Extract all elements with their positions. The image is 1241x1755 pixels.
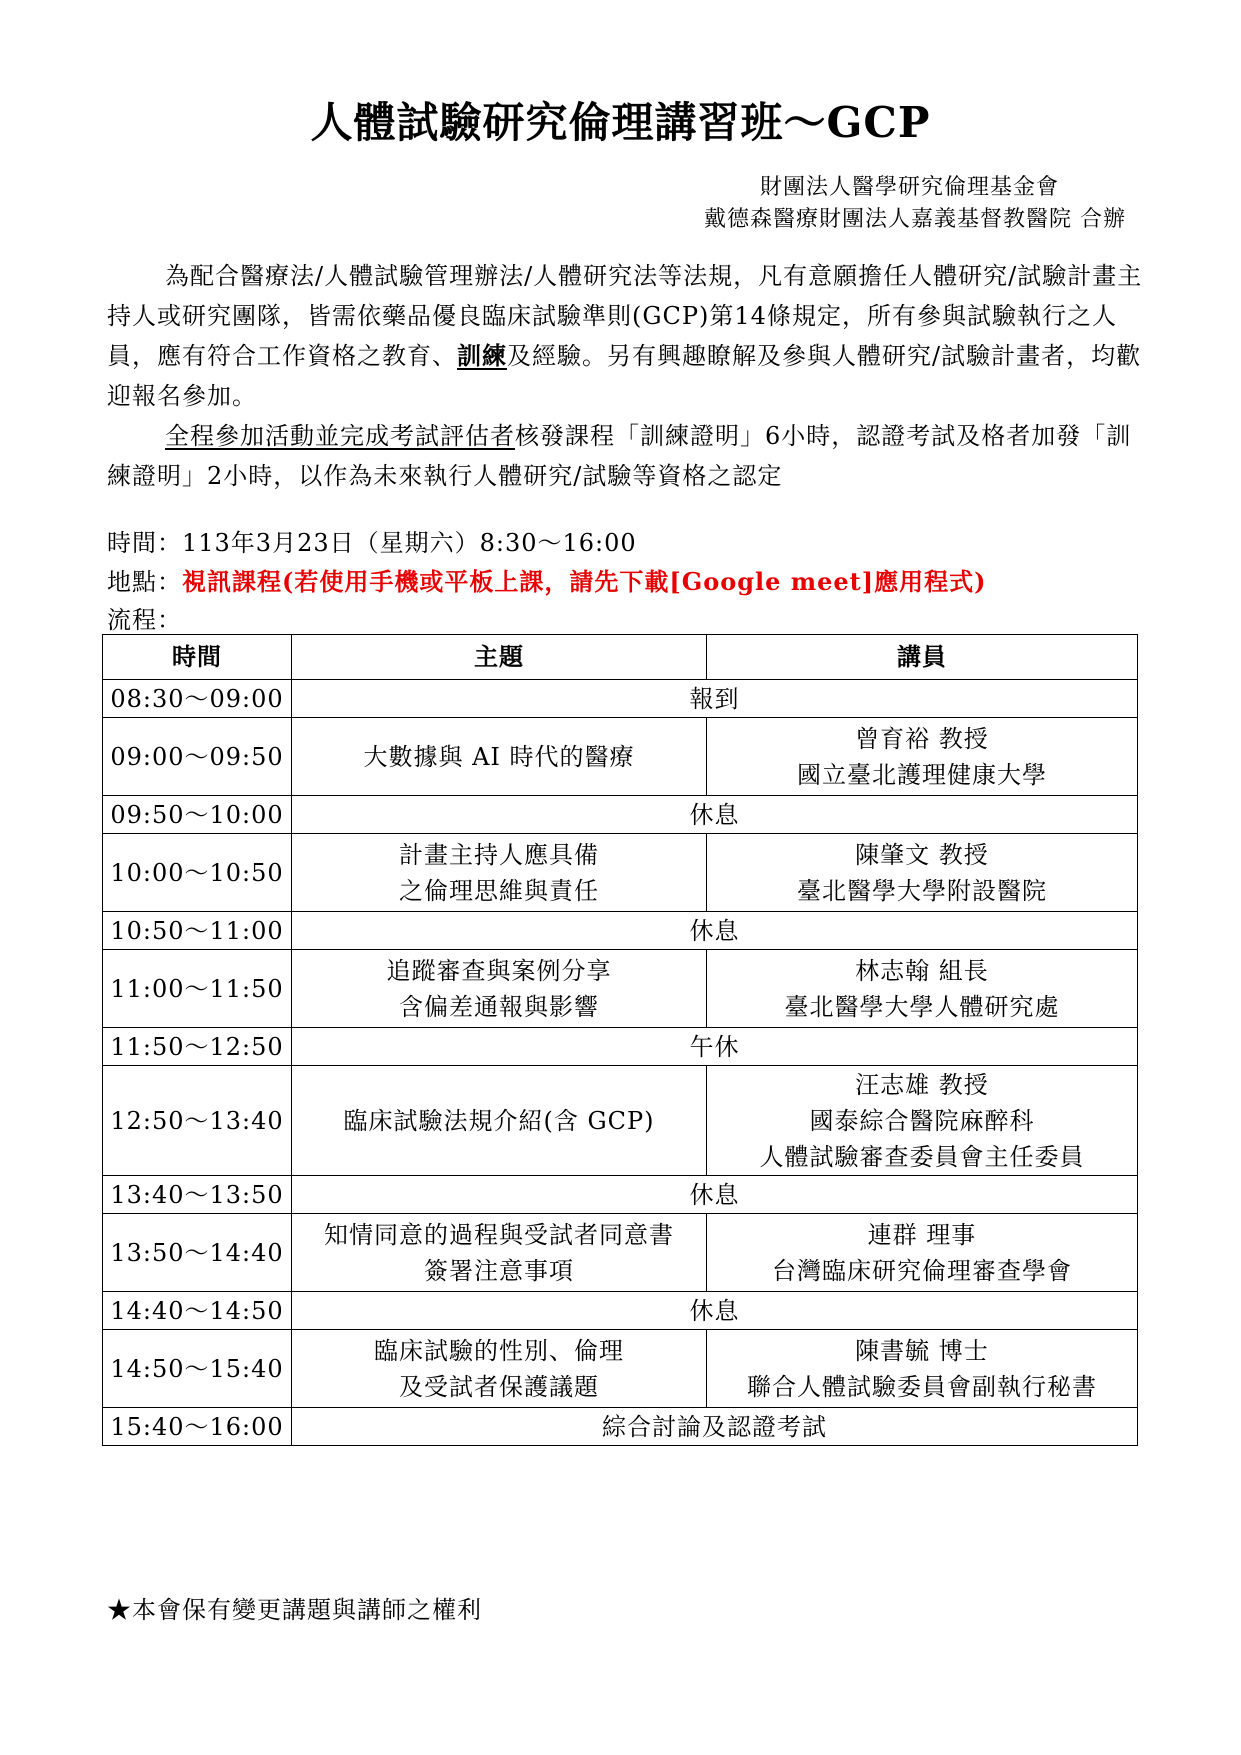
speaker-line: 曾育裕 教授	[855, 724, 989, 753]
speaker-line: 臺北醫學大學附設醫院	[797, 876, 1047, 905]
row-time: 13:50～14:40	[103, 1214, 292, 1292]
row-time: 11:50～12:50	[103, 1028, 292, 1066]
row-speaker	[707, 1214, 1138, 1292]
table-row	[103, 796, 1138, 834]
table-row	[103, 1292, 1138, 1330]
schedule-body	[103, 680, 1138, 1446]
row-time: 10:50～11:00	[103, 912, 292, 950]
row-time: 09:50～10:00	[103, 796, 292, 834]
topic-line: 知情同意的過程與受試者同意書	[324, 1220, 674, 1249]
header-time: 時間	[103, 635, 292, 680]
speaker-line: 國立臺北護理健康大學	[797, 760, 1047, 789]
topic-line: 含偏差通報與影響	[399, 992, 599, 1021]
topic-line: 臨床試驗法規介紹(含 GCP)	[343, 1106, 655, 1135]
table-row	[103, 1214, 1138, 1292]
time-label: 時間：	[107, 529, 182, 557]
row-topic	[292, 1066, 707, 1176]
row-speaker	[707, 718, 1138, 796]
speaker-line: 國泰綜合醫院麻醉科	[809, 1106, 1035, 1135]
topic-line: 之倫理思維與責任	[399, 876, 599, 905]
table-row	[103, 718, 1138, 796]
event-place	[107, 562, 986, 597]
topic-line: 追蹤審查與案例分享	[386, 956, 612, 985]
row-activity: 休息	[292, 1292, 1138, 1330]
topic-line: 簽署注意事項	[424, 1256, 574, 1285]
intro-underline-text: 全程參加活動並完成考試評估者	[165, 422, 515, 450]
row-topic	[292, 834, 707, 912]
table-row	[103, 834, 1138, 912]
schedule-table	[102, 634, 1138, 1446]
intro-text-2: 及經驗。另有興趣瞭解及參與人體研究/試驗計畫者，均歡迎報名參加。	[107, 342, 1142, 410]
table-row	[103, 1330, 1138, 1408]
intro-bold-keyword: 訓練	[457, 341, 507, 370]
row-speaker	[707, 1330, 1138, 1408]
row-activity: 休息	[292, 912, 1138, 950]
row-speaker	[707, 834, 1138, 912]
speaker-line: 台灣臨床研究倫理審查學會	[772, 1256, 1072, 1285]
row-topic	[292, 950, 707, 1028]
footer-note: ★本會保有變更講題與講師之權利	[107, 1596, 482, 1624]
intro-paragraph-1	[107, 256, 1147, 416]
row-time: 12:50～13:40	[103, 1066, 292, 1176]
row-speaker	[707, 1066, 1138, 1176]
intro-paragraph-2	[107, 416, 1147, 496]
flow-label: 流程：	[107, 606, 182, 634]
speaker-line: 人體試驗審查委員會主任委員	[759, 1142, 1085, 1171]
row-topic	[292, 1214, 707, 1292]
table-row	[103, 1028, 1138, 1066]
table-row	[103, 1066, 1138, 1176]
row-speaker	[707, 950, 1138, 1028]
row-time: 08:30～09:00	[103, 680, 292, 718]
table-row	[103, 1176, 1138, 1214]
organizer-line-1: 財團法人醫學研究倫理基金會	[759, 175, 1059, 200]
table-row	[103, 1408, 1138, 1446]
page-title: 人體試驗研究倫理講習班～GCP	[310, 98, 931, 147]
row-topic	[292, 718, 707, 796]
speaker-line: 林志翰 組長	[855, 956, 989, 985]
row-activity: 休息	[292, 796, 1138, 834]
row-activity: 報到	[292, 680, 1138, 718]
topic-line: 及受試者保護議題	[399, 1372, 599, 1401]
table-row	[103, 680, 1138, 718]
speaker-line: 連群 理事	[867, 1220, 977, 1249]
header-topic: 主題	[292, 635, 707, 680]
row-activity: 綜合討論及認證考試	[292, 1408, 1138, 1446]
place-value: 視訊課程(若使用手機或平板上課，請先下載[Google meet]應用程式)	[182, 567, 987, 596]
row-time: 09:00～09:50	[103, 718, 292, 796]
row-activity: 午休	[292, 1028, 1138, 1066]
table-header-row	[103, 635, 1138, 680]
row-topic	[292, 1330, 707, 1408]
table-row	[103, 950, 1138, 1028]
speaker-line: 陳書毓 博士	[855, 1336, 989, 1365]
speaker-line: 臺北醫學大學人體研究處	[784, 992, 1060, 1021]
header-speaker: 講員	[707, 635, 1138, 680]
place-label: 地點：	[107, 568, 182, 596]
organizer-line-2: 戴德森醫療財團法人嘉義基督教醫院 合辦	[704, 207, 1126, 232]
table-row	[103, 912, 1138, 950]
row-time: 13:40～13:50	[103, 1176, 292, 1214]
event-time	[107, 523, 637, 558]
intro-text-1: 為配合醫療法/人體試驗管理辦法/人體研究法等法規，凡有意願擔任人體研究/試驗計畫主持人或研究團隊，皆需依藥品優良臨床試驗準則(GCP)第14條規定，所有參與試驗執行之人員，應有符合工作資格之教育、	[107, 262, 1143, 370]
topic-line: 大數據與 AI 時代的醫療	[363, 742, 635, 771]
intro-text-3: 核發課程「訓練證明」6小時，認證考試及格者加發「訓練證明」2小時，以作為未來執行人體研究/試驗等資格之認定	[107, 422, 1132, 490]
row-time: 14:50～15:40	[103, 1330, 292, 1408]
time-value: 113年3月23日（星期六）8:30～16:00	[182, 529, 637, 557]
topic-line: 臨床試驗的性別、倫理	[374, 1336, 624, 1365]
row-time: 15:40～16:00	[103, 1408, 292, 1446]
topic-line: 計畫主持人應具備	[399, 840, 599, 869]
speaker-line: 聯合人體試驗委員會副執行秘書	[747, 1372, 1097, 1401]
row-activity: 休息	[292, 1176, 1138, 1214]
speaker-line: 陳肇文 教授	[855, 840, 989, 869]
row-time: 11:00～11:50	[103, 950, 292, 1028]
row-time: 10:00～10:50	[103, 834, 292, 912]
row-time: 14:40～14:50	[103, 1292, 292, 1330]
speaker-line: 汪志雄 教授	[855, 1070, 989, 1099]
